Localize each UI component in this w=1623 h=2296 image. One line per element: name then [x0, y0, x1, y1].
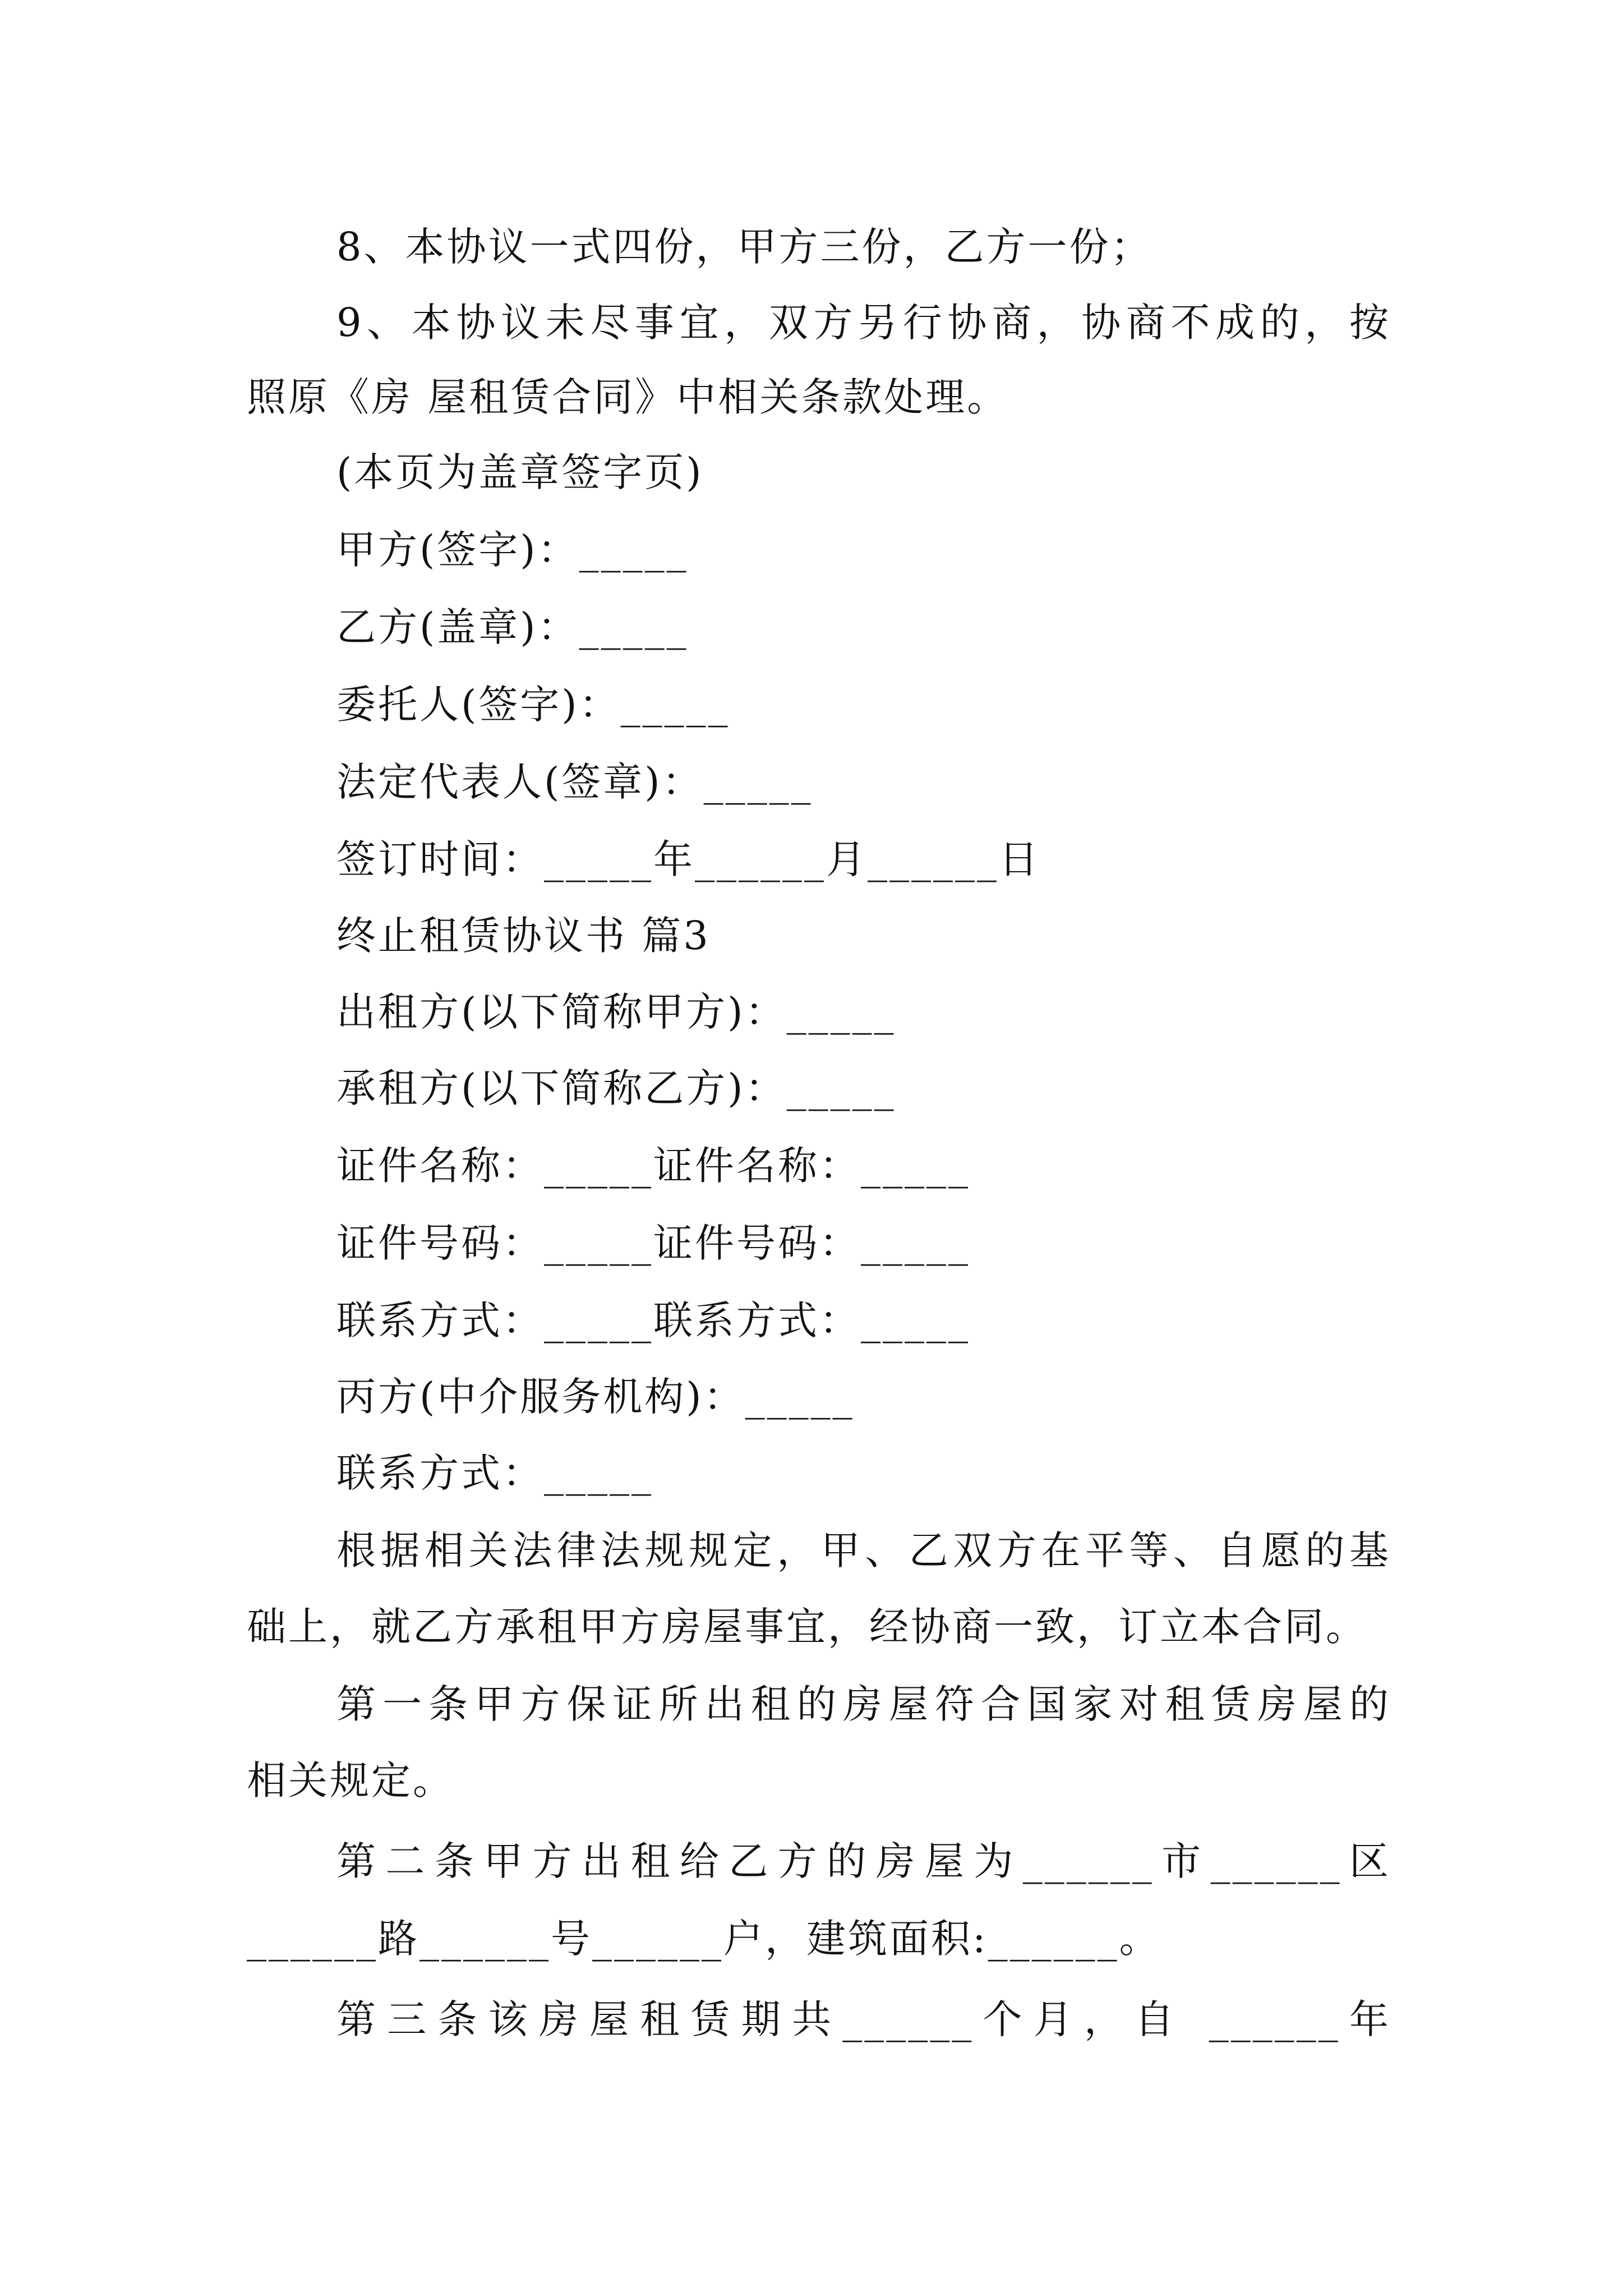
id-number-line: 证件号码：_____证件号码：_____	[336, 1220, 970, 1266]
article-3-line-1: 第三条该房屋租赁期共______个月，自 ______年	[336, 1996, 1391, 2042]
preamble-line-1: 根据相关法律法规规定，甲、乙双方在平等、自愿的基	[336, 1527, 1391, 1573]
clause-9-text-line-1: 9、本协议未尽事宜，双方另行协商，协商不成的，按	[336, 300, 1391, 346]
clause-9-text-line-2: 照原《房 屋租赁合同》中相关条款处理。	[247, 374, 1009, 420]
lessee-line: 承租方(以下简称乙方)：_____	[336, 1065, 896, 1111]
party-a-signature-line: 甲方(签字)：_____	[336, 527, 689, 573]
article-1-line-1: 第一条甲方保证所出租的房屋符合国家对租赁房屋的	[336, 1681, 1391, 1727]
legal-representative-line: 法定代表人(签章)：_____	[336, 759, 813, 805]
article-1-line-2: 相关规定。	[247, 1757, 454, 1803]
id-type-line: 证件名称：_____证件名称：_____	[336, 1143, 970, 1189]
signing-date-line: 签订时间：_____年______月______日	[336, 836, 1040, 882]
lessor-line: 出租方(以下简称甲方)：_____	[336, 989, 896, 1035]
article-2-line-2: ______路______号______户，建筑面积:______。	[247, 1916, 1161, 1962]
party-c-line: 丙方(中介服务机构)：_____	[336, 1374, 855, 1420]
agent-signature-line: 委托人(签字)：_____	[336, 682, 730, 728]
contact-line: 联系方式：_____联系方式：_____	[336, 1297, 970, 1343]
party-c-contact-line: 联系方式：_____	[336, 1450, 653, 1496]
preamble-line-2: 础上，就乙方承租甲方房屋事宜，经协商一致，订立本合同。	[247, 1604, 1367, 1650]
signature-page-note: (本页为盖章签字页)	[336, 449, 704, 495]
section-heading: 终止租赁协议书 篇3	[336, 913, 711, 959]
party-b-seal-line: 乙方(盖章)：_____	[336, 604, 689, 650]
clause-8-text: 8、本协议一式四份，甲方三份，乙方一份；	[336, 224, 1152, 270]
article-2-line-1: 第二条甲方出租给乙方的房屋为______市______区	[336, 1838, 1391, 1884]
